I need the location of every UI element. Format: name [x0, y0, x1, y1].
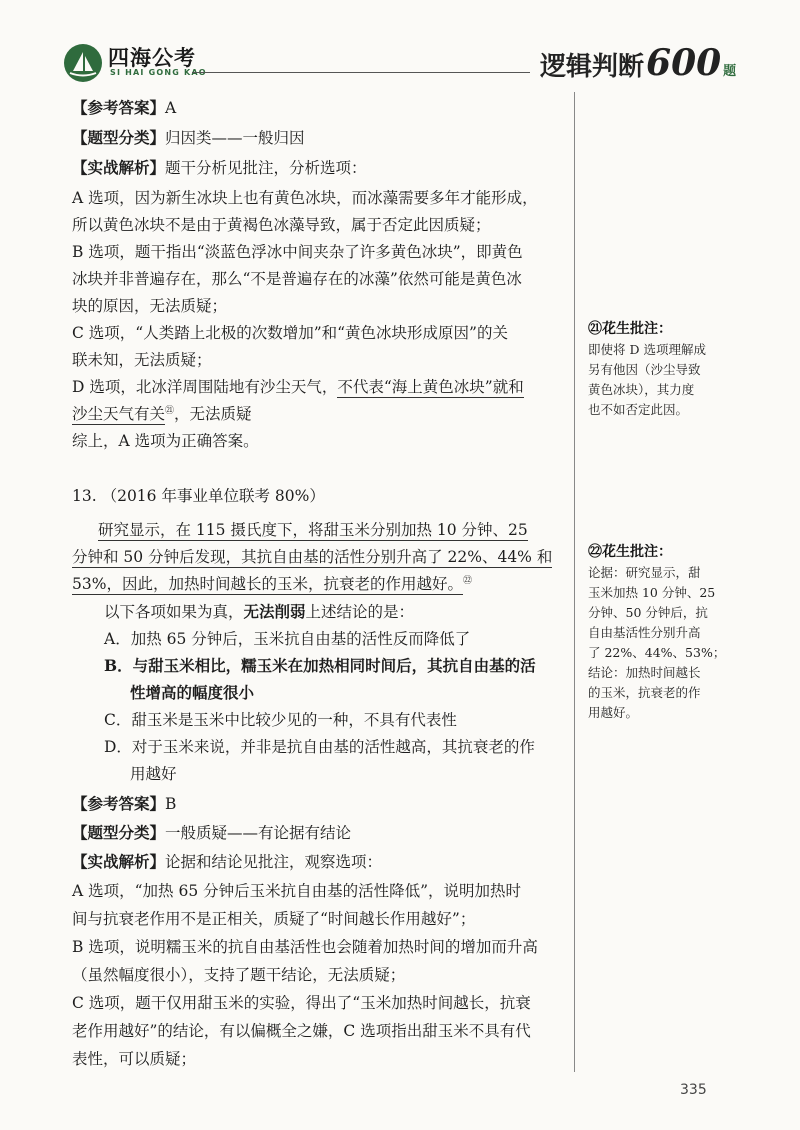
note-22-title: ㉒花生批注： [588, 544, 672, 560]
q13-type: 【题型分类】一般质疑——有论据有结论 [72, 823, 352, 842]
header-rule [192, 72, 530, 73]
q13-answer: 【参考答案】B [72, 794, 177, 813]
book-title-suffix: 题 [723, 64, 737, 79]
sihai-logo-icon [64, 44, 102, 82]
page-number: 335 [680, 1082, 707, 1098]
q12-answer: 【参考答案】A [72, 98, 177, 117]
q13-analysis-head: 【实战解析】论据和结论见批注，观察选项： [72, 852, 383, 871]
margin-divider [574, 92, 575, 1072]
q13-line: 间与抗衰老作用不是正相关，质疑了“时间越长作用越好”； [72, 910, 476, 928]
q13-option-d: D．对于玉米来说，并非是抗自由基的活性越高，其抗衰老的作 [104, 738, 535, 756]
q13-line: 老作用越好”的结论，有以偏概全之嫌，C 选项指出甜玉米不具有代 [72, 1022, 531, 1040]
page-header [0, 0, 800, 90]
book-title [540, 42, 736, 84]
q13-stem: 53%，因此，加热时间越长的玉米，抗衰老的作用越好。$^㉒$ [72, 575, 472, 593]
q12-line: 冰块并非普遍存在，那么“不是普遍存在的冰藻”依然可能是黄色冰 [72, 270, 522, 288]
brand-name-pinyin: SI HAI GONG KAO [110, 68, 207, 77]
q12-line: 联未知，无法质疑； [72, 351, 212, 369]
q13-option-d-cont: 用越好 [130, 765, 177, 783]
q12-line: 块的原因，无法质疑； [72, 297, 228, 315]
note-marker-21: ㉑ [165, 405, 175, 416]
q12-line: 所以黄色冰块不是由于黄褐色冰藻导致，属于否定此因质疑； [72, 216, 491, 234]
q13-option-b-cont: 性增高的幅度很小 [130, 683, 255, 702]
q13-title: 13. （2016 年事业单位联考 80%） [72, 487, 325, 505]
book-title-text: 逻辑判断 [540, 52, 645, 82]
q12-analysis-head: 【实战解析】题干分析见批注，分析选项： [72, 158, 367, 177]
annotated-underline: 沙尘天气有关 [72, 405, 166, 423]
q12-line: C 选项，“人类踏上北极的次数增加”和“黄色冰块形成原因”的关 [72, 324, 508, 342]
q13-stem: 分钟和 50 分钟后发现，其抗自由基的活性分别升高了 22%、44% 和 [72, 548, 553, 566]
q12-type: 【题型分类】归因类——一般归因 [72, 128, 305, 147]
q13-option-c: C．甜玉米是玉米中比较少见的一种，不具有代表性 [104, 711, 457, 729]
note-21-title: ㉑花生批注： [588, 321, 672, 337]
q13-line: 表性，可以质疑； [72, 1050, 197, 1068]
annotated-underline: 不代表“海上黄色冰块”就和 [337, 378, 524, 396]
q12-line: A 选项，因为新生冰块上也有黄色冰块，而冰藻需要多年才能形成， [72, 189, 538, 207]
note-21-body: 即使将 D 选项理解成 另有他因（沙尘导致 黄色冰块），其力度 也不如否定此因。 [588, 342, 706, 417]
q12-option-d-cont: 沙尘天气有关$^㉑$，无法质疑 [72, 405, 252, 423]
q12-option-d: D 选项，北冰洋周围陆地有沙尘天气，不代表“海上黄色冰块”就和 [72, 378, 524, 396]
q13-stem: 研究显示，在 115 摄氏度下，将甜玉米分别加热 10 分钟、25 [98, 521, 528, 539]
q13-line: A 选项，“加热 65 分钟后玉米抗自由基的活性降低”，说明加热时 [72, 882, 522, 900]
book-title-number: 600 [646, 42, 722, 84]
q13-option-a: A．加热 65 分钟后，玉米抗自由基的活性反而降低了 [104, 630, 471, 648]
note-marker-22: ㉒ [462, 575, 472, 586]
q13-line: （虽然幅度很小），支持了题干结论，无法质疑； [72, 966, 406, 984]
q12-line: B 选项，题干指出“淡蓝色浮冰中间夹杂了许多黄色冰块”，即黄色 [72, 243, 523, 261]
q13-option-b: B．与甜玉米相比，糯玉米在加热相同时间后，其抗自由基的活 [104, 656, 536, 675]
q13-line: C 选项，题干仅用甜玉米的实验，得出了“玉米加热时间越长，抗衰 [72, 994, 531, 1012]
brand-name: 四海公考 [108, 46, 196, 70]
q13-question: 以下各项如果为真，无法削弱上述结论的是： [104, 602, 415, 621]
note-22-body: 论据：研究显示，甜 玉米加热 10 分钟、25 分钟、50 分钟后，抗 自由基活性分别升高 了 22%、44%、53%； 结论：加热时间越长 的玉米，抗衰老的作 用越好。 [588, 565, 726, 720]
q13-line: B 选项，说明糯玉米的抗自由基活性也会随着加热时间的增加而升高 [72, 938, 538, 956]
q12-conclusion: 综上，A 选项为正确答案。 [72, 432, 259, 450]
